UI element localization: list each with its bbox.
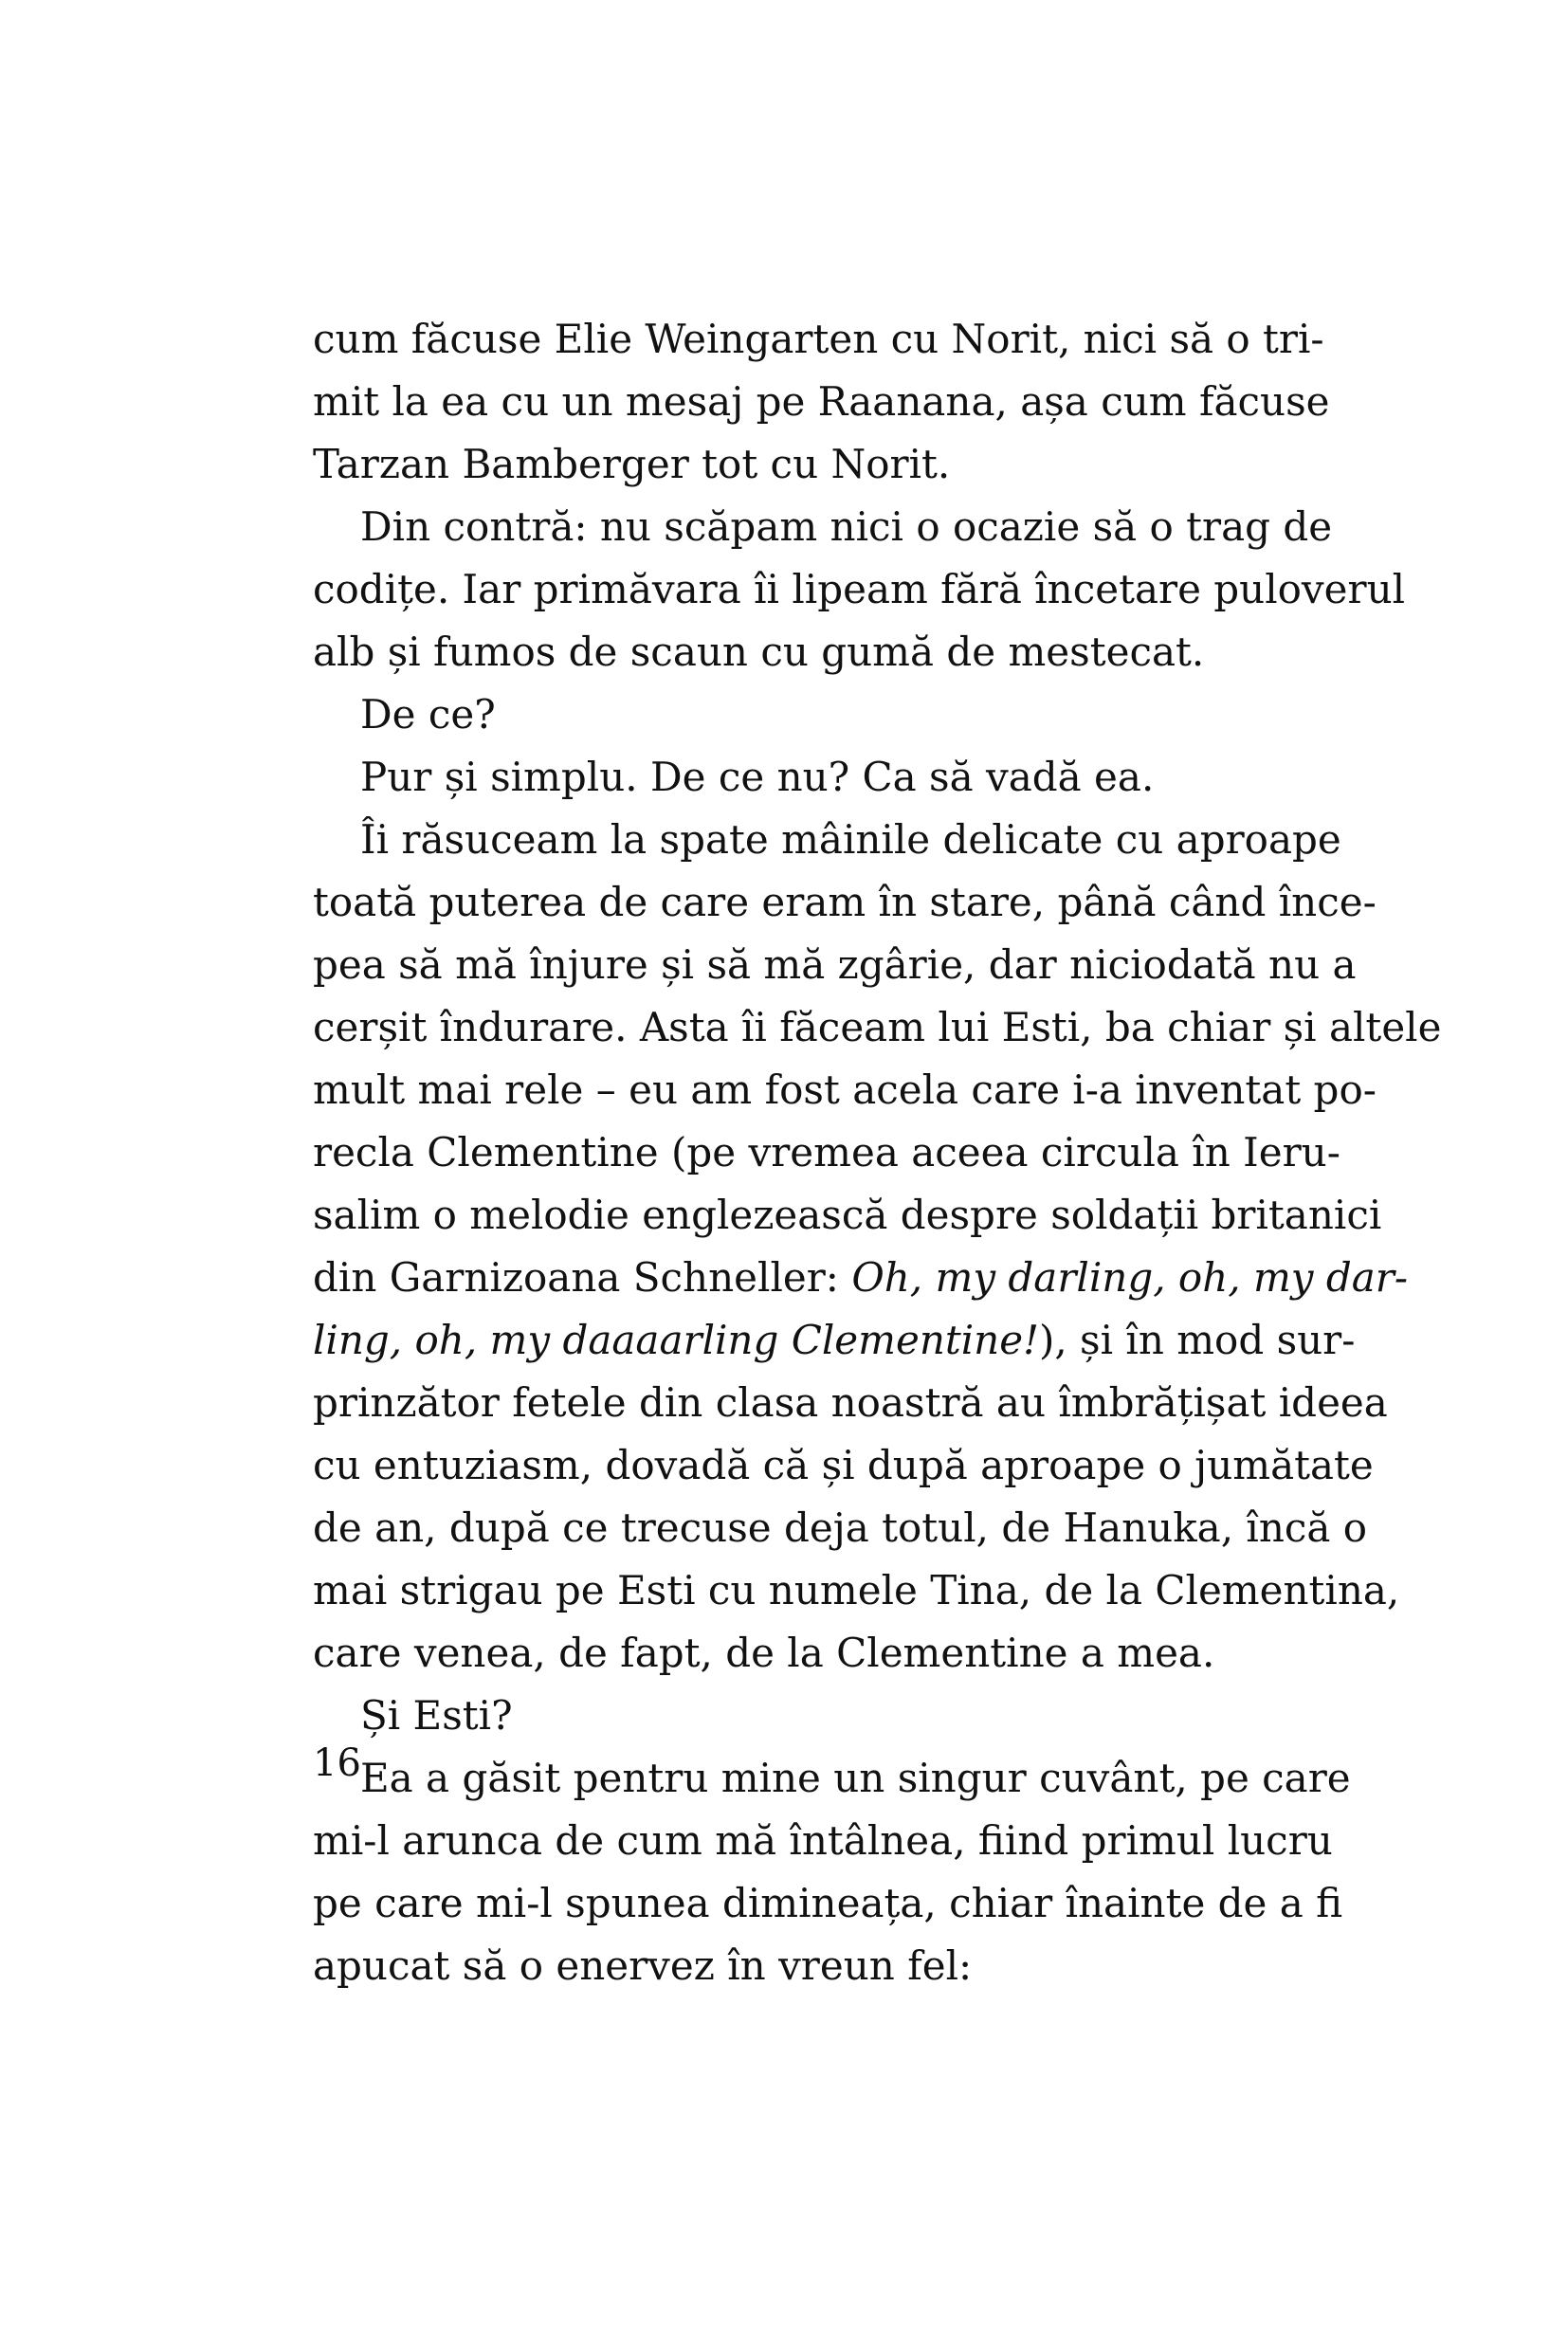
text-line: de an, după ce trecuse deja totul, de Hanuka, încă o — [313, 1504, 1368, 1551]
text-line: mai strigau pe Esti cu numele Tina, de la Clementina, — [313, 1567, 1400, 1613]
text-line-with-italic — [313, 1247, 1409, 1309]
text-line: Ea a găsit pentru mine un singur cuvânt, pe care — [360, 1755, 1351, 1801]
text-line: salim o melodie englezească despre soldații britanici — [313, 1192, 1382, 1238]
text-segment: ), și în mod sur- — [1038, 1317, 1356, 1363]
text-line: Îi răsuceam la spate mâinile delicate cu aproape — [360, 816, 1341, 863]
text-line: pea să mă înjure și să mă zgârie, dar niciodată nu a — [313, 941, 1357, 988]
text-segment: din Garnizoana Schneller: — [313, 1254, 852, 1301]
text-line: De ce? — [360, 691, 496, 738]
body-text — [313, 308, 1442, 1997]
text-line: Și Esti? — [360, 1692, 513, 1739]
text-line: toată puterea de care eram în stare, până când înce- — [313, 879, 1377, 925]
text-line: Din contră: nu scăpam nici o ocazie să o trag de — [360, 503, 1333, 550]
text-line: mit la ea cu un mesaj pe Raanana, așa cum făcuse — [313, 378, 1330, 425]
text-line: codițe. Iar primăvara îi lipeam fără încetare puloverul — [313, 566, 1406, 612]
text-line: cum făcuse Elie Weingarten cu Norit, nici să o tri- — [313, 316, 1324, 362]
text-line: mi-l arunca de cum mă întâlnea, fiind primul lucru — [313, 1817, 1333, 1864]
text-line: Pur și simplu. De ce nu? Ca să vadă ea. — [360, 754, 1155, 800]
text-line: cerșit îndurare. Asta îi făceam lui Esti, ba chiar și altele — [313, 1004, 1442, 1050]
text-line: alb și fumos de scaun cu gumă de mestecat. — [313, 629, 1205, 675]
text-line: apucat să o enervez în vreun fel: — [313, 1942, 973, 1989]
text-line: mult mai rele – eu am fost acela care i-a inventat po- — [313, 1066, 1377, 1113]
text-line: prinzător fetele din clasa noastră au îmbrățișat ideea — [313, 1379, 1388, 1426]
page-number: 16 — [313, 1741, 361, 1785]
text-line: pe care mi-l spunea dimineața, chiar înainte de a fi — [313, 1880, 1343, 1926]
text-line: Tarzan Bamberger tot cu Norit. — [313, 441, 951, 487]
italic-lyric: ling, oh, my daaaarling Clementine! — [313, 1317, 1039, 1363]
text-line: recla Clementine (pe vremea aceea circula în Ieru- — [313, 1129, 1340, 1176]
text-line: care venea, de fapt, de la Clementine a mea. — [313, 1630, 1215, 1676]
text-line-with-italic — [313, 1309, 1356, 1372]
text-line: cu entuziasm, dovadă că și după aproape o jumătate — [313, 1442, 1374, 1488]
italic-lyric: Oh, my darling, oh, my dar- — [851, 1254, 1409, 1301]
